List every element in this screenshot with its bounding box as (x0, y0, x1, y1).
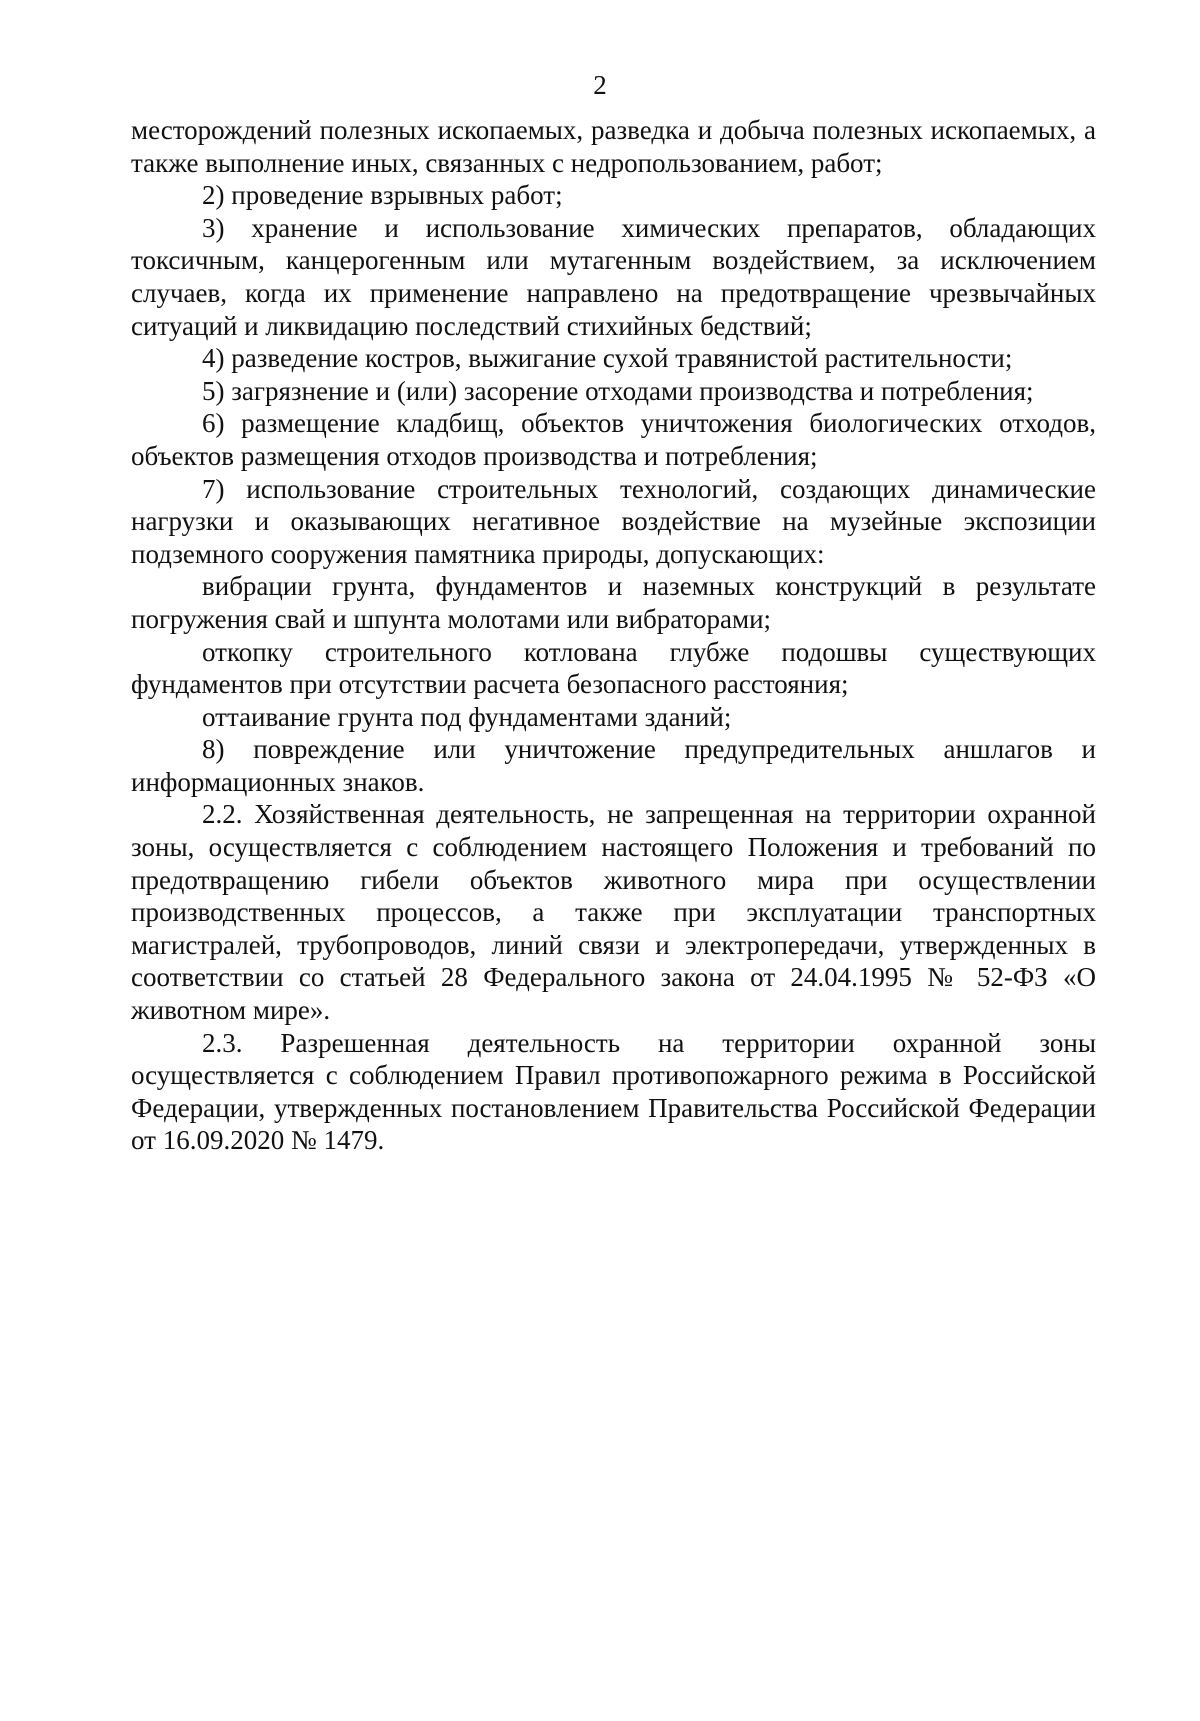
list-item-2: 2) проведение взрывных работ; (202, 180, 563, 211)
sub-item-excavation: откопку строительного котлована глубже подошвы существующих фундаментов при отсутствии расчета безопасного расстояния; (131, 636, 1096, 700)
paragraph-continuation: месторождений полезных ископаемых, разведка и добыча полезных ископаемых, а также выполнение иных, связанных с недропользованием, работ; (131, 115, 1096, 178)
list-item-6: 6) размещение кладбищ, объектов уничтожения биологических отходов, объектов размещения отходов производства и потребления; (131, 408, 1096, 471)
sub-item-thawing: оттаивание грунта под фундаментами зданий; (202, 701, 732, 732)
list-item-5: 5) загрязнение и (или) засорение отходами производства и потребления; (202, 375, 1034, 406)
list-item-7: 7) использование строительных технологий, создающих динамические нагрузки и оказывающих негативное воздействие на музейные экспозиции подземного сооружения памятника природы, допускающих: (131, 473, 1096, 569)
document-body (131, 114, 1096, 1157)
list-item-3: 3) хранение и использование химических препаратов, обладающих токсичным, канцерогенным или мутагенным воздействием, за исключением случаев, когда их применение направлено на предотвращение чрезвычайных ситуаций и ликвидацию последствий стихийных бедствий; (131, 212, 1096, 341)
list-item-8: 8) повреждение или уничтожение предупредительных аншлагов и информационных знаков. (131, 734, 1096, 797)
section-2-3: 2.3. Разрешенная деятельность на территории охранной зоны осуществляется с соблюдением Правил противопожарного режима в Российской Федерации, утвержденных постановлением Правительства Российской Федерации от 16.09.2020 № 1479. (131, 1027, 1096, 1156)
sub-item-vibration: вибрации грунта, фундаментов и наземных конструкций в результате погружения свай и шпунта молотами или вибраторами; (131, 571, 1096, 634)
page-number: 2 (593, 70, 607, 100)
list-item-4: 4) разведение костров, выжигание сухой травянистой растительности; (202, 343, 1013, 374)
section-2-2: 2.2. Хозяйственная деятельность, не запрещенная на территории охранной зоны, осуществляется с соблюдением настоящего Положения и требований по предотвращению гибели объектов животного мира при осуществлении производственных процессов, а также при эксплуатации транспортных магистралей, трубопроводов, линий связи и электропередачи, утвержденных в соответствии со статьей 28 Федерального закона от 24.04.1995 № 52-ФЗ «О животном мире». (131, 799, 1096, 1026)
